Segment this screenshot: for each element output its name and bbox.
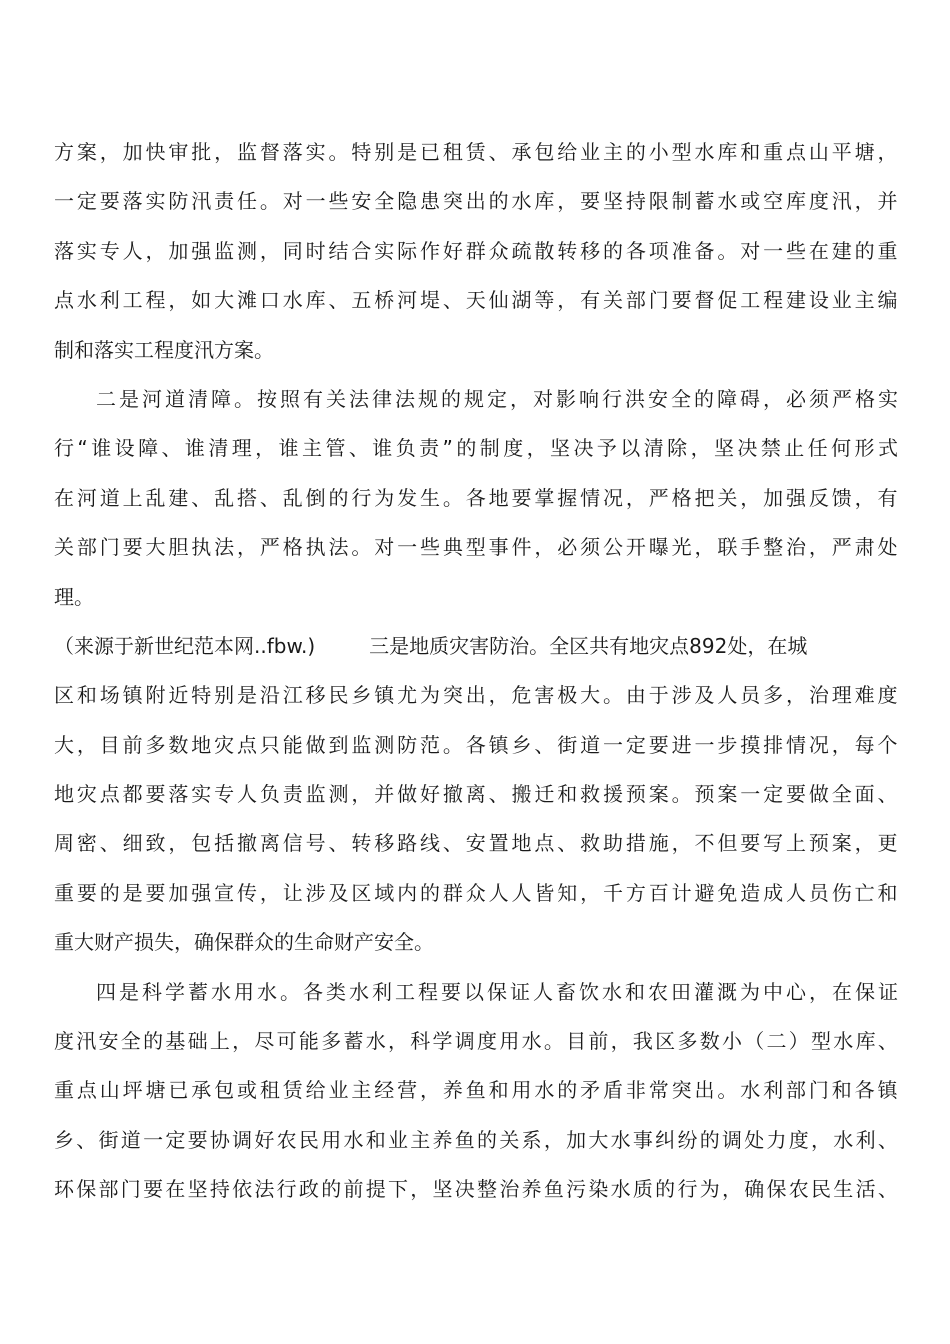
text-line: 乡 、 街 道 一 定 要 协 调 好 农 民 用 水 和 业 主 养 鱼 的 关 系 ， 加 大 水 事 纠 纷 的 调 处 力 度 ， 水 利 、	[54, 1127, 898, 1152]
text-line: 周 密 、 细 致 ， 包 括 撤 离 信 号 、 转 移 路 线 、 安 置 地 点 、 救 助 措 施 ， 不 但 要 写 上 预 案 ， 更	[54, 831, 898, 856]
body-text	[54, 128, 898, 1215]
text-line: 重 要 的 是 要 加 强 宣 传 ， 让 涉 及 区 域 内 的 群 众 人 人 皆 知 ， 千 方 百 计 避 免 造 成 人 员 伤 亡 和	[54, 880, 898, 905]
text-line: 制和落实工程度汛方案。	[54, 337, 274, 362]
text-line: 行 “ 谁 设 障 、 谁 清 理 ， 谁 主 管 、 谁 负 责 ” 的 制 度 ， 坚 决 予 以 清 除 ， 坚 决 禁 止 任 何 形 式	[54, 436, 898, 461]
text-line: 重 点 山 坪 塘 已 承 包 或 租 赁 给 业 主 经 营 ， 养 鱼 和 用 水 的 矛 盾 非 常 突 出 。 水 利 部 门 和 各 镇	[54, 1078, 898, 1103]
text-line: 落 实 专 人 ， 加 强 监 测 ， 同 时 结 合 实 际 作 好 群 众 疏 散 转 移 的 各 项 准 备 。 对 一 些 在 建 的 重	[54, 238, 898, 263]
text-line: 区 和 场 镇 附 近 特 别 是 沿 江 移 民 乡 镇 尤 为 突 出 ， 危 害 极 大 。 由 于 涉 及 人 员 多 ， 治 理 难 度	[54, 683, 898, 708]
text-line-source	[54, 622, 898, 671]
text-line: 重大财产损失，确保群众的生命财产安全。	[54, 930, 434, 955]
text-line: 在 河 道 上 乱 建 、 乱 搭 、 乱 倒 的 行 为 发 生 。 各 地 要 掌 握 情 况 ， 严 格 把 关 ， 加 强 反 馈 ， 有	[54, 485, 898, 510]
paragraph-start: 三是地质灾害防治。全区共有地灾点892处，在城	[369, 633, 808, 658]
text-line: 环 保 部 门 要 在 坚 持 依 法 行 政 的 前 提 下 ， 坚 决 整 治 养 鱼 污 染 水 质 的 行 为 ， 确 保 农 民 生 活 、	[54, 1177, 898, 1202]
text-line: 地 灾 点 都 要 落 实 专 人 负 责 监 测 ， 并 做 好 撤 离 、 搬 迁 和 救 援 预 案 。 预 案 一 定 要 做 全 面 、	[54, 782, 898, 807]
text-line: 度 汛 安 全 的 基 础 上 ， 尽 可 能 多 蓄 水 ， 科 学 调 度 用 水 。 目 前 ， 我 区 多 数 小 （ 二 ） 型 水 库 、	[54, 1029, 898, 1054]
text-line: 一 定 要 落 实 防 汛 责 任 。 对 一 些 安 全 隐 患 突 出 的 水 库 ， 要 坚 持 限 制 蓄 水 或 空 库 度 汛 ， 并	[54, 189, 898, 214]
text-line: 方 案 ， 加 快 审 批 ， 监 督 落 实 。 特 别 是 已 租 赁 、 承 包 给 业 主 的 小 型 水 库 和 重 点 山 平 塘 ，	[54, 140, 898, 164]
text-line: 点 水 利 工 程 ， 如 大 滩 口 水 库 、 五 桥 河 堤 、 天 仙 湖 等 ， 有 关 部 门 要 督 促 工 程 建 设 业 主 编	[54, 288, 898, 313]
text-line: 理。	[54, 584, 94, 609]
source-note: （来源于新世纪范本网..fbw.)	[54, 633, 316, 658]
text-line: 四 是 科 学 蓄 水 用 水 。 各 类 水 利 工 程 要 以 保 证 人 畜 饮 水 和 农 田 灌 溉 为 中 心 ， 在 保 证	[96, 979, 898, 1004]
text-line: 关 部 门 要 大 胆 执 法 ， 严 格 执 法 。 对 一 些 典 型 事 件 ， 必 须 公 开 曝 光 ， 联 手 整 治 ， 严 肃 处	[54, 535, 898, 560]
text-line: 大 ， 目 前 多 数 地 灾 点 只 能 做 到 监 测 防 范 。 各 镇 乡 、 街 道 一 定 要 进 一 步 摸 排 情 况 ， 每 个	[54, 732, 898, 757]
text-line: 二 是 河 道 清 障 。 按 照 有 关 法 律 法 规 的 规 定 ， 对 影 响 行 洪 安 全 的 障 碍 ， 必 须 严 格 实	[96, 386, 898, 411]
